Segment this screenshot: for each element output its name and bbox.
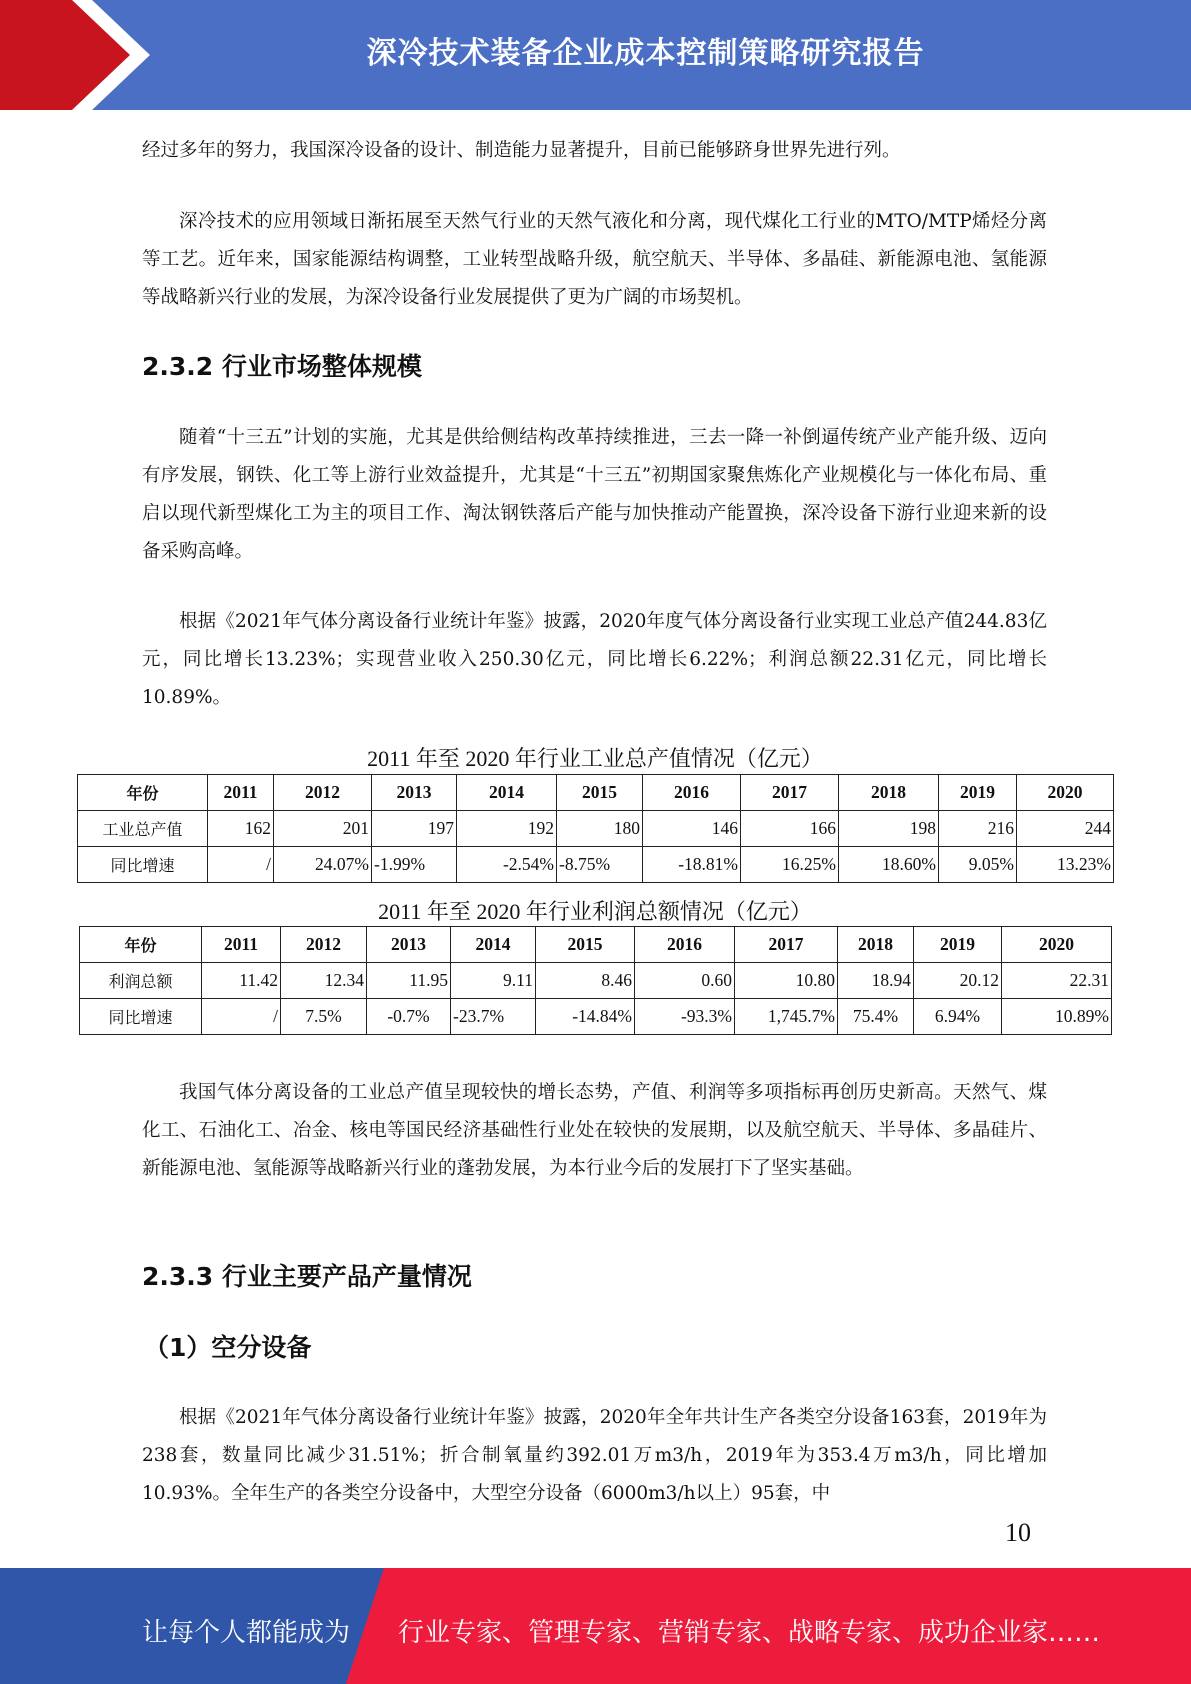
table-cell: 11.42	[202, 963, 281, 999]
table-cell: -18.81%	[643, 847, 741, 883]
table-cell: 同比增速	[78, 847, 208, 883]
header-title: 深冷技术装备企业成本控制策略研究报告	[366, 36, 925, 71]
table-cell: 18.60%	[839, 847, 939, 883]
table-header-cell: 2014	[457, 775, 557, 811]
table-header-cell: 2017	[741, 775, 839, 811]
table-cell: 11.95	[367, 963, 451, 999]
table-header-cell: 2013	[372, 775, 457, 811]
table-cell: -14.84%	[536, 999, 635, 1035]
table-cell: -0.7%	[367, 999, 451, 1035]
table-cell: 197	[372, 811, 457, 847]
table-cell: 16.25%	[741, 847, 839, 883]
table-header-cell: 2012	[274, 775, 372, 811]
table-cell: 工业总产值	[78, 811, 208, 847]
paragraph: 我国气体分离设备的工业总产值呈现较快的增长态势，产值、利润等多项指标再创历史新高。天然气、煤化工、石油化工、冶金、核电等国民经济基础性行业处在较快的发展期，以及航空航天、半导体、多晶硅片、新能源电池、氢能源等战略新兴行业的蓬勃发展，为本行业今后的发展打下了坚实基础。	[142, 1082, 1047, 1179]
page-footer	[0, 1568, 1191, 1684]
profit-table	[79, 926, 1112, 1035]
table-header-row	[80, 927, 1112, 963]
table-cell: 75.4%	[838, 999, 914, 1035]
table-header-cell: 2014	[451, 927, 536, 963]
table-cell: -8.75%	[557, 847, 643, 883]
table-header-cell: 2018	[839, 775, 939, 811]
table-cell: 13.23%	[1017, 847, 1114, 883]
table-header-cell: 2020	[1002, 927, 1112, 963]
table-cell: -1.99%	[372, 847, 457, 883]
table-header-cell: 年份	[78, 775, 208, 811]
table-cell: 201	[274, 811, 372, 847]
paragraph-4-block	[142, 603, 1047, 717]
table-header-cell: 2020	[1017, 775, 1114, 811]
table-2-caption: 2011 年至 2020 年行业利润总额情况（亿元）	[378, 899, 812, 924]
table-cell: 12.34	[281, 963, 367, 999]
table-header-cell: 2015	[536, 927, 635, 963]
table-cell: 244	[1017, 811, 1114, 847]
table-header-cell: 2017	[735, 927, 838, 963]
footer-slogan-left: 让每个人都能成为	[142, 1618, 351, 1648]
table-header-cell: 2019	[939, 775, 1017, 811]
table-header-cell: 2016	[635, 927, 735, 963]
table-cell: 166	[741, 811, 839, 847]
paragraph-2-block	[142, 203, 1047, 317]
table-cell: 同比增速	[80, 999, 202, 1035]
table-cell: 18.94	[838, 963, 914, 999]
table-cell: 216	[939, 811, 1017, 847]
table-cell: -23.7%	[451, 999, 536, 1035]
table-cell: 0.60	[635, 963, 735, 999]
output-value-table	[77, 774, 1114, 883]
table-header-cell: 2019	[914, 927, 1002, 963]
paragraph: 经过多年的努力，我国深冷设备的设计、制造能力显著提升，目前已能够跻身世界先进行列。	[142, 140, 901, 161]
page-header	[0, 0, 1191, 110]
section-heading-2-3-3: 2.3.3 行业主要产品产量情况	[142, 1262, 472, 1291]
table-cell: 7.5%	[281, 999, 367, 1035]
footer-slogan-right: 行业专家、管理专家、营销专家、战略专家、成功企业家……	[398, 1618, 1101, 1648]
table-cell: 24.07%	[274, 847, 372, 883]
paragraph: 根据《2021年气体分离设备行业统计年鉴》披露，2020年度气体分离设备行业实现工业总产值244.83亿元，同比增长13.23%；实现营业收入250.30亿元，同比增长6.22%；利润总额22.31亿元，同比增长10.89%。	[142, 611, 1047, 708]
table-row	[80, 963, 1112, 999]
table-cell: 20.12	[914, 963, 1002, 999]
table-header-row	[78, 775, 1114, 811]
section-heading-2-3-2: 2.3.2 行业市场整体规模	[142, 352, 422, 381]
table-cell: 162	[208, 811, 274, 847]
paragraph-5-block	[142, 1074, 1047, 1188]
table-header-cell: 2015	[557, 775, 643, 811]
paragraph-1-block	[142, 132, 1047, 170]
table-cell: 198	[839, 811, 939, 847]
table-header-cell: 年份	[80, 927, 202, 963]
subsection-heading-air-separation: （1）空分设备	[144, 1333, 312, 1362]
page-number: 10	[1005, 1518, 1031, 1547]
table-cell: 10.89%	[1002, 999, 1112, 1035]
table-row	[78, 847, 1114, 883]
table-header-cell: 2011	[202, 927, 281, 963]
table-cell: 6.94%	[914, 999, 1002, 1035]
table-1-caption: 2011 年至 2020 年行业工业总产值情况（亿元）	[367, 746, 823, 771]
table-cell: 1,745.7%	[735, 999, 838, 1035]
table-cell: 8.46	[536, 963, 635, 999]
paragraph: 根据《2021年气体分离设备行业统计年鉴》披露，2020年全年共计生产各类空分设备163套，2019年为238套，数量同比减少31.51%；折合制氧量约392.01万m3/h，2019年为353.4万m3/h，同比增加10.93%。全年生产的各类空分设备中，大型空分设备（6000m3/h以上）95套，中	[142, 1407, 1047, 1504]
table-cell: 9.05%	[939, 847, 1017, 883]
paragraph-6-block	[142, 1399, 1047, 1513]
paragraph: 随着“十三五”计划的实施，尤其是供给侧结构改革持续推进，三去一降一补倒逼传统产业产能升级、迈向有序发展，钢铁、化工等上游行业效益提升，尤其是“十三五”初期国家聚焦炼化产业规模化与一体化布局、重启以现代新型煤化工为主的项目工作、淘汰钢铁落后产能与加快推动产能置换，深冷设备下游行业迎来新的设备采购高峰。	[142, 427, 1047, 562]
table-header-cell: 2016	[643, 775, 741, 811]
paragraph-3-block	[142, 419, 1047, 571]
paragraph: 深冷技术的应用领域日渐拓展至天然气行业的天然气液化和分离，现代煤化工行业的MTO/MTP烯烃分离等工艺。近年来，国家能源结构调整，工业转型战略升级，航空航天、半导体、多晶硅、新能源电池、氢能源等战略新兴行业的发展，为深冷设备行业发展提供了更为广阔的市场契机。	[142, 211, 1047, 308]
table-header-cell: 2012	[281, 927, 367, 963]
table-cell: 9.11	[451, 963, 536, 999]
table-cell: 180	[557, 811, 643, 847]
table-row	[80, 999, 1112, 1035]
table-cell: 10.80	[735, 963, 838, 999]
table-header-cell: 2013	[367, 927, 451, 963]
table-cell: 利润总额	[80, 963, 202, 999]
table-cell: 22.31	[1002, 963, 1112, 999]
table-cell: 146	[643, 811, 741, 847]
table-header-cell: 2011	[208, 775, 274, 811]
table-cell: /	[208, 847, 274, 883]
table-row	[78, 811, 1114, 847]
table-cell: 192	[457, 811, 557, 847]
table-header-cell: 2018	[838, 927, 914, 963]
table-cell: -2.54%	[457, 847, 557, 883]
table-cell: /	[202, 999, 281, 1035]
table-cell: -93.3%	[635, 999, 735, 1035]
